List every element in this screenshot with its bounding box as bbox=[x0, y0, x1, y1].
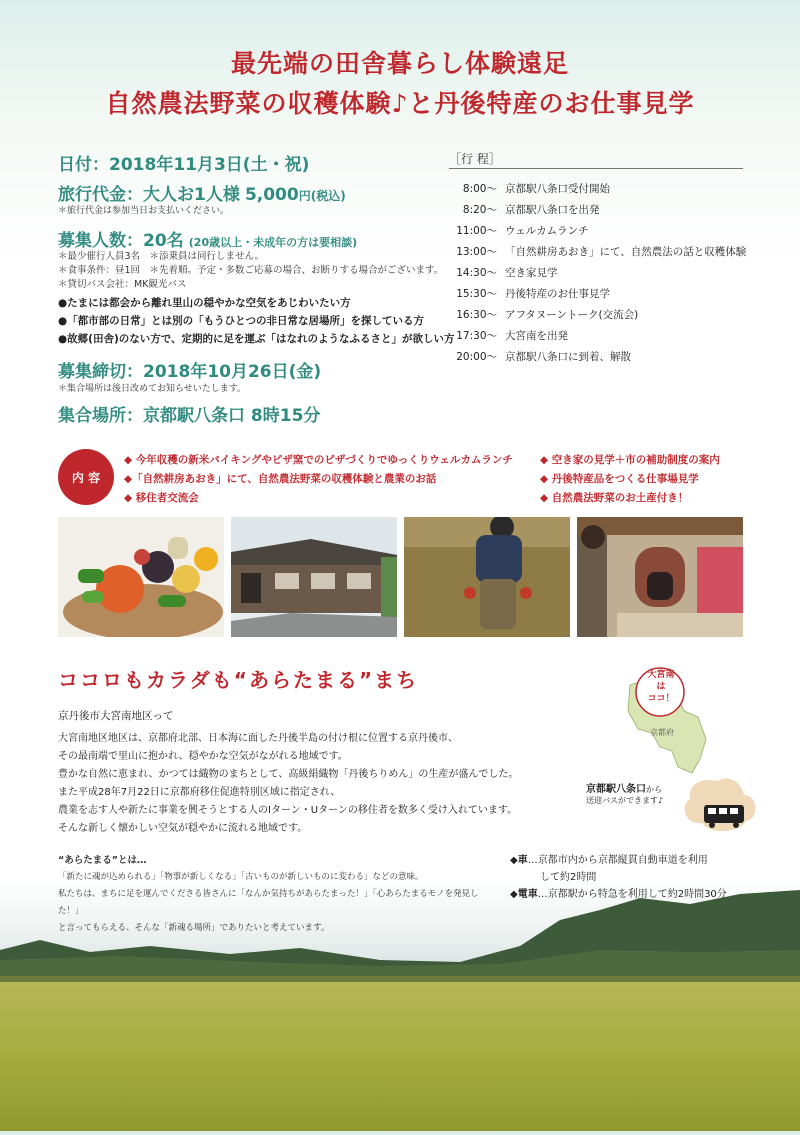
schedule-row bbox=[449, 202, 749, 222]
schedule-desc: アフタヌーントーク(交流会) bbox=[505, 309, 639, 321]
schedule-row bbox=[449, 307, 749, 327]
content-item: ◆ 自然農法野菜のお土産付き！ bbox=[540, 492, 689, 504]
main-title-line2: 自然農法野菜の収穫体験♪と丹後特産のお仕事見学 bbox=[105, 89, 695, 118]
house-illustration bbox=[231, 517, 397, 637]
schedule-row bbox=[449, 181, 749, 201]
location-map bbox=[580, 655, 760, 840]
capacity-note: (20歳以上・未成年の方は要相談) bbox=[188, 236, 358, 249]
schedule-row bbox=[449, 286, 749, 306]
town-paragraph-line: そんな新しく懐かしい空気が穏やかに流れる地域です。 bbox=[58, 823, 308, 834]
target-item: ●「都市部の日常」とは別の「もうひとつの非日常な居場所」を探している方 bbox=[58, 315, 424, 327]
price-line bbox=[58, 180, 346, 205]
workshop-illustration bbox=[577, 517, 743, 637]
target-list bbox=[58, 294, 455, 348]
bus-sub1: から bbox=[646, 785, 662, 794]
rice-field-illustration bbox=[0, 880, 800, 1131]
map-prefecture-label: 京都府 bbox=[650, 728, 674, 737]
vegetables-photo bbox=[58, 517, 224, 637]
schedule-heading: ［行 程］ bbox=[449, 152, 501, 166]
schedule-desc: 京都駅八条口に到着、解散 bbox=[505, 351, 631, 363]
car-label: ◆車 bbox=[510, 855, 528, 866]
town-paragraph-line: 豊かな自然に恵まれ、かつては織物のまちとして、高級絹織物「丹後ちりめん」の生産が盛んでした。 bbox=[58, 769, 519, 780]
bus-info bbox=[586, 780, 662, 795]
town-subtitle: 京丹後市大宮南地区って bbox=[58, 710, 174, 722]
price-unit: 円(税込) bbox=[298, 189, 346, 203]
town-paragraph-line: 大宮南地区地区は、京都府北部、日本海に面した丹後半島の付け根に位置する京丹後市、 bbox=[58, 733, 458, 744]
capacity-label: 募集人数：20名 bbox=[58, 231, 184, 251]
schedule-desc: 「自然耕房あおき」にて、自然農法の話と収穫体験 bbox=[505, 246, 747, 258]
main-title-line1: 最先端の田舎暮らし体験遠足 bbox=[230, 49, 569, 78]
price-note: ＊旅行代金は参加当日お支払いください。 bbox=[58, 206, 230, 216]
rice-field-landscape bbox=[0, 880, 800, 1131]
car-text: …京都市内から京都縦貫自動車道を利用 bbox=[527, 855, 708, 866]
schedule-time: 13:00〜 bbox=[456, 246, 497, 258]
train-text: …京都駅から特急を利用して約2時間30分 bbox=[537, 889, 727, 900]
capacity-note-item: ＊食事条件：昼1回 ＊先着順。予定・多数ご応募の場合、お断りする場合がございます。 bbox=[58, 265, 444, 276]
vegetables-illustration bbox=[58, 517, 224, 637]
bus-sub2: 送迎バスができます♪ bbox=[586, 796, 664, 805]
content-item: ◆「自然耕房あおき」にて、自然農法野菜の収穫体験と農業のお話 bbox=[124, 473, 437, 485]
content-badge: 内 容 bbox=[58, 449, 114, 505]
schedule-desc: 京都駅八条口を出発 bbox=[505, 204, 600, 216]
schedule-desc: 大宮南を出発 bbox=[505, 330, 568, 342]
schedule-row bbox=[449, 349, 749, 369]
schedule-row bbox=[449, 265, 749, 285]
price-label: 旅行代金：大人お1人様 bbox=[58, 185, 240, 205]
schedule-time: 15:30〜 bbox=[456, 288, 497, 300]
house-photo bbox=[231, 517, 397, 637]
arata-line: 私たちは、まちに足を運んでくださる皆さんに「なんか気持ちがあらたまった！」「心あらたまるモノを発見した！」 bbox=[58, 889, 479, 916]
content-item: ◆ 今年収穫の新米バイキングやピザ窯でのピザづくりでゆっくりウェルカムランチ bbox=[124, 454, 513, 466]
access-car bbox=[510, 852, 770, 869]
town-paragraph-line: また平成28年7月22日に京都府移住促進特別区域に指定され、 bbox=[58, 787, 341, 798]
content-item: ◆ 移住者交流会 bbox=[124, 492, 199, 504]
harvest-illustration bbox=[404, 517, 570, 637]
workshop-photo bbox=[577, 517, 743, 637]
schedule-row bbox=[449, 244, 749, 264]
arata-heading: “あらたまる”とは… bbox=[58, 855, 147, 866]
schedule-desc: ウェルカムランチ bbox=[505, 225, 589, 237]
capacity-line bbox=[58, 226, 357, 251]
target-item: ●故郷(田舎)のない方で、定期的に足を運ぶ「はなれのようなふるさと」が欲しい方 bbox=[58, 333, 455, 345]
schedule-row bbox=[449, 223, 749, 243]
schedule-time: 14:30〜 bbox=[456, 267, 497, 279]
content-item: ◆ 丹後特産品をつくる仕事場見学 bbox=[540, 473, 699, 485]
content-item: ◆ 空き家の見学＋市の補助制度の案内 bbox=[540, 454, 720, 466]
schedule-time: 8:20〜 bbox=[462, 204, 497, 216]
capacity-note-item: ＊最少催行人員3名 ＊添乗員は同行しません。 bbox=[58, 251, 265, 262]
schedule-desc: 丹後特産のお仕事見学 bbox=[505, 288, 610, 300]
meeting-place: 集合場所：京都駅八条口 8時15分 bbox=[58, 406, 321, 426]
schedule-time: 17:30〜 bbox=[456, 330, 497, 342]
map-bubble-text: 大宮南は ココ！ bbox=[647, 670, 675, 704]
schedule-row bbox=[449, 328, 749, 348]
car-text-continued: して約2時間 bbox=[540, 872, 597, 883]
harvest-photo bbox=[404, 517, 570, 637]
capacity-notes bbox=[58, 250, 443, 292]
schedule-time: 11:00〜 bbox=[456, 225, 497, 237]
town-section-title: ココロもカラダも“あらたまる”まち bbox=[58, 668, 419, 692]
target-item: ●たまには都会から離れ里山の穏やかな空気をあじわいたい方 bbox=[58, 297, 351, 309]
arata-line: と言ってもらえる、そんな「新魂る場所」でありたいと考えています。 bbox=[58, 923, 330, 933]
train-label: ◆電車 bbox=[510, 889, 538, 900]
price-value: 5,000 bbox=[244, 185, 299, 205]
schedule-time: 20:00〜 bbox=[456, 351, 497, 363]
arata-line: 「新たに魂が込められる」「物事が新しくなる」「古いものが新しいものに変わる」などの意味。 bbox=[58, 872, 424, 882]
schedule-desc: 京都駅八条口受付開始 bbox=[505, 183, 610, 195]
schedule-desc: 空き家見学 bbox=[505, 267, 558, 279]
deadline: 募集締切：2018年10月26日(金) bbox=[58, 362, 322, 382]
schedule-time: 8:00〜 bbox=[462, 183, 497, 195]
town-paragraph-line: その最南端で里山に抱かれ、穏やかな空気がながれる地域です。 bbox=[58, 751, 348, 762]
capacity-note-item: ＊貸切バス会社：MK観光バス bbox=[58, 279, 187, 290]
town-paragraph-line: 農業を志す人や新たに事業を興そうとする人のIターン・Uターンの移住者を数多く受け入れています。 bbox=[58, 805, 518, 816]
schedule-divider bbox=[449, 168, 743, 169]
event-date: 日付：2018年11月3日(土・祝) bbox=[58, 155, 310, 175]
bus-title: 京都駅八条口 bbox=[586, 784, 646, 795]
deadline-note: ＊集合場所は後日改めてお知らせいたします。 bbox=[58, 384, 247, 394]
town-description bbox=[58, 730, 528, 838]
schedule-time: 16:30〜 bbox=[456, 309, 497, 321]
